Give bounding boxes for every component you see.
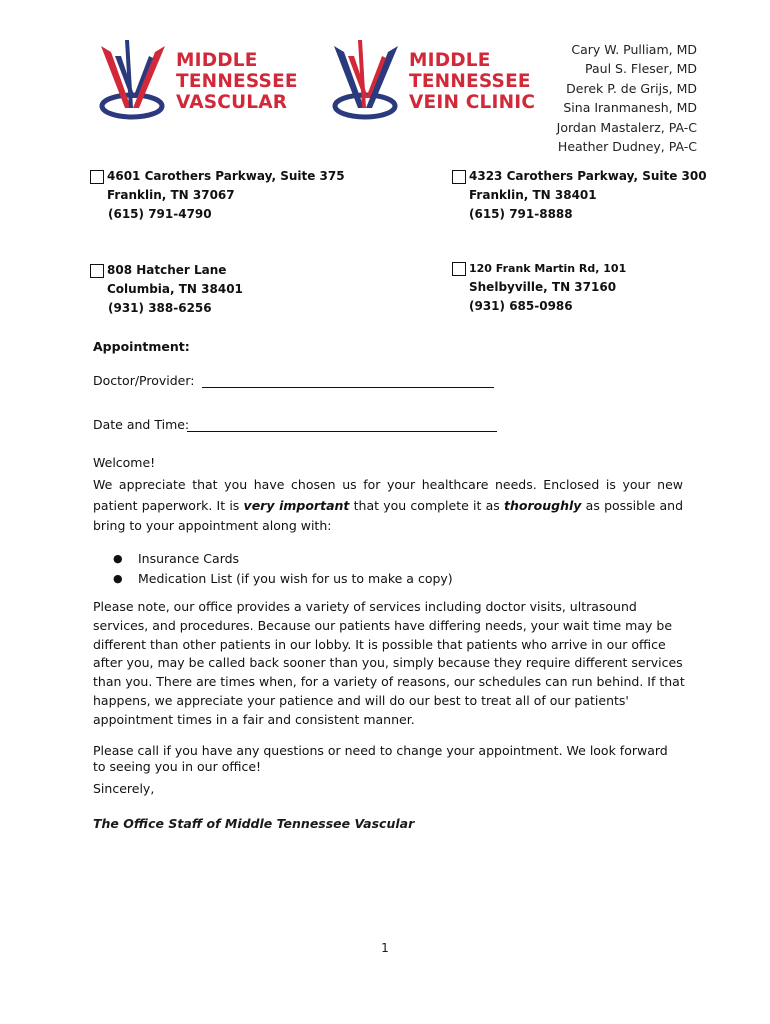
list-item [113, 569, 453, 589]
location-city: Franklin, TN 38401 [469, 188, 597, 203]
location-checkbox[interactable] [452, 262, 466, 276]
location-checkbox[interactable] [452, 170, 466, 184]
provider-name: Cary W. Pulliam, MD [571, 42, 697, 57]
date-time-field[interactable] [187, 431, 497, 432]
vein-clinic-logo-icon [328, 38, 403, 122]
welcome-text: Welcome! [93, 455, 156, 470]
location-phone: (931) 685-0986 [469, 299, 573, 314]
location-phone: (615) 791-4790 [108, 207, 212, 222]
location-street: 808 Hatcher Lane [107, 263, 227, 277]
closing-text: Sincerely, [93, 781, 155, 796]
location-franklin-300 [452, 167, 707, 225]
logo-line: MIDDLE [176, 50, 258, 71]
location-street: 4601 Carothers Parkway, Suite 375 [107, 169, 345, 183]
vascular-logo-icon [95, 38, 170, 122]
provider-name: Derek P. de Grijs, MD [566, 80, 697, 96]
location-city: Franklin, TN 37067 [107, 188, 235, 203]
provider-name: Sina Iranmanesh, MD [563, 100, 697, 116]
location-street: 4323 Carothers Parkway, Suite 300 [469, 169, 707, 183]
doctor-provider-field[interactable] [202, 387, 494, 388]
intro-text: We appreciate that you have chosen us for your healthcare needs. Enclosed is your new patient paperwork. It is [93, 477, 683, 513]
logo-text [409, 50, 535, 113]
location-city: Shelbyville, TN 37160 [469, 280, 617, 295]
date-time-label: Date and Time: [93, 417, 190, 432]
provider-list [557, 40, 697, 156]
call-paragraph: Please call if you have any questions or need to change your appointment. We look forward to seeing you in our office! [93, 743, 668, 774]
location-shelbyville [452, 259, 626, 317]
bullet-icon: ● [113, 552, 123, 565]
bullet-icon: ● [113, 571, 123, 585]
location-street: 120 Frank Martin Rd, 101 [469, 262, 627, 275]
emphasis-text: thoroughly [504, 497, 582, 513]
list-item [113, 549, 453, 569]
provider-name: Paul S. Fleser, MD [585, 61, 697, 77]
intro-text: as possible and bring to your appointment along with: [93, 497, 684, 533]
logo-line: TENNESSEE [409, 71, 531, 92]
location-checkbox[interactable] [90, 170, 104, 184]
logo-line: VASCULAR [176, 92, 288, 113]
logo-text [176, 50, 298, 113]
signature: The Office Staff of Middle Tennessee Vascular [93, 816, 415, 831]
location-franklin-375 [90, 167, 345, 225]
location-phone: (615) 791-8888 [469, 207, 573, 222]
page-number: 1 [381, 941, 389, 955]
list-item-text: Insurance Cards [138, 551, 240, 566]
list-item-text: Medication List (if you wish for us to make a copy) [138, 570, 453, 586]
appointment-heading: Appointment: [93, 339, 190, 354]
logo-line: TENNESSEE [176, 71, 298, 92]
logo-line: MIDDLE [409, 50, 491, 71]
location-checkbox[interactable] [90, 264, 104, 278]
emphasis-text: very important [243, 497, 350, 513]
intro-text: that you complete it as [349, 497, 505, 513]
location-city: Columbia, TN 38401 [107, 282, 243, 297]
mtv-logo [95, 38, 298, 124]
provider-name: Jordan Mastalerz, PA-C [556, 119, 697, 135]
intro-paragraph [93, 475, 683, 537]
provider-name: Heather Dudney, PA-C [557, 139, 697, 155]
bring-list [113, 549, 453, 589]
logo-line: VEIN CLINIC [409, 92, 536, 113]
doctor-provider-label: Doctor/Provider: [93, 373, 195, 388]
note-paragraph: Please note, our office provides a variety of services including doctor visits, ultrasound services, and procedures. Because our patients have differing needs, your wait time may be different than other patients in our lobby. It is possible that patients who arrive in our office after you, may be called back sooner than you, simply because they require different services than you. There are times when, for a variety of reasons, our schedules can run behind. If that happens, we appreciate your patience and will do our best to treat all of our patients' appointment times in a fair and consistent manner. [93, 599, 685, 727]
location-columbia [90, 261, 243, 319]
mtvc-logo [328, 38, 535, 124]
location-phone: (931) 388-6256 [108, 301, 212, 316]
